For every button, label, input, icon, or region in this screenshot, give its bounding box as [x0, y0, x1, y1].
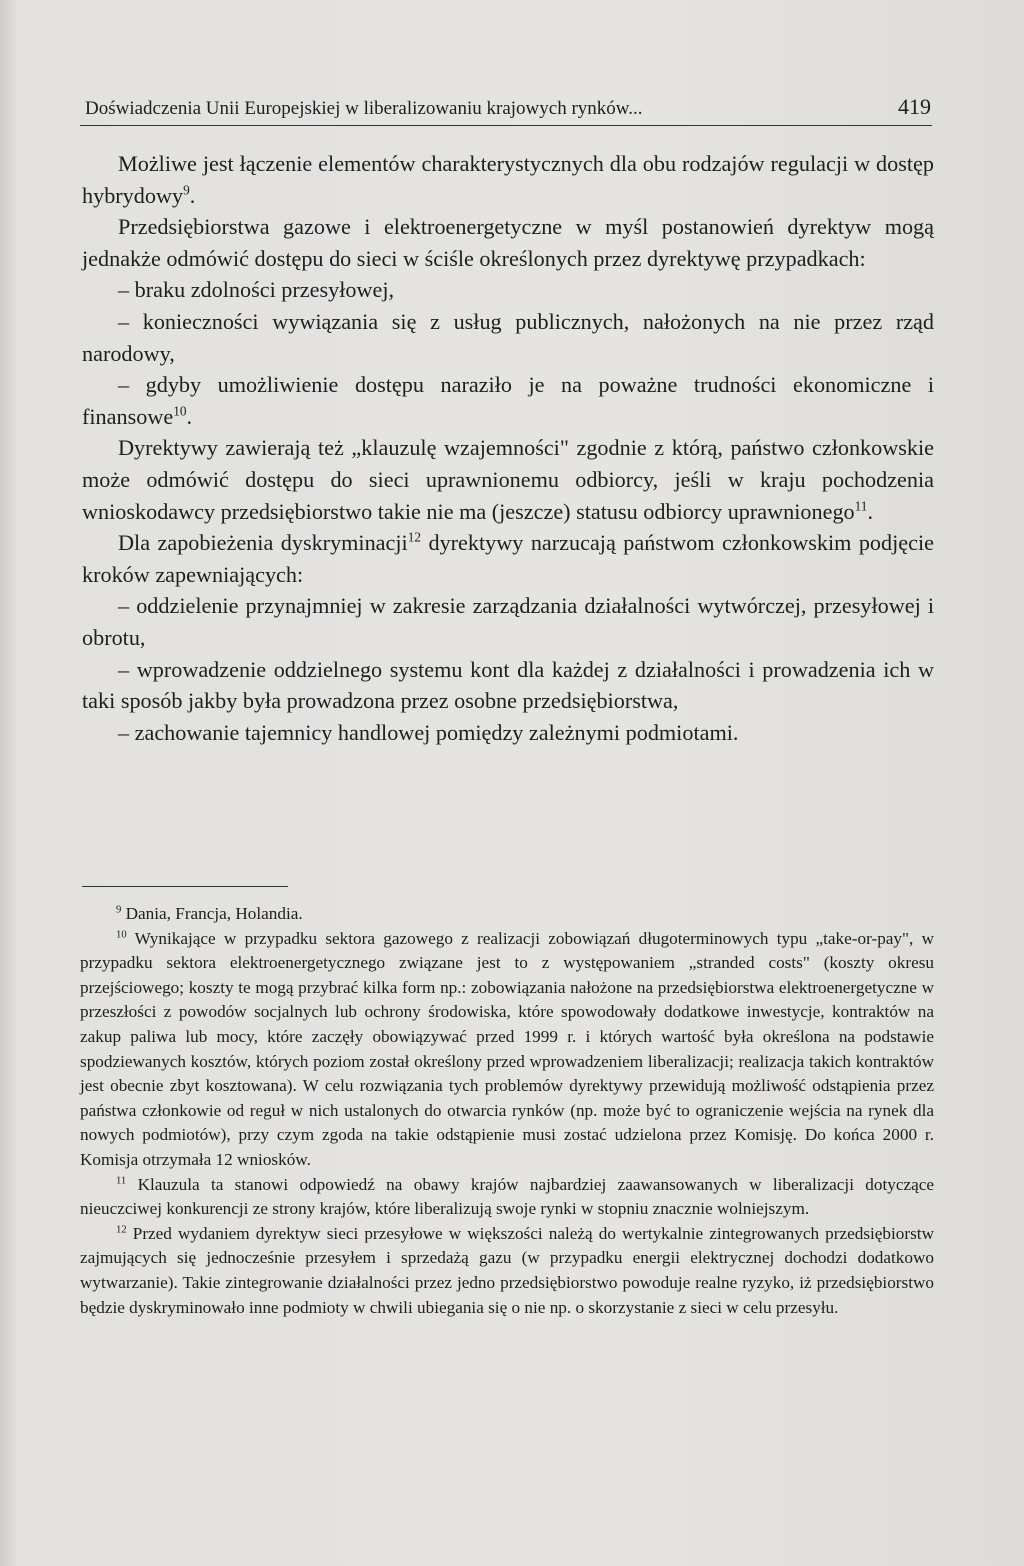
footnote-ref-12[interactable]: 12 — [407, 529, 422, 545]
footnote-number: 10 — [116, 928, 127, 940]
list-item: – wprowadzenie oddzielnego systemu kont dla każdej z działalności i prowadzenia ich w taki sposób jakby była prowadzona przez osobne przedsiębiorstwa, — [82, 656, 934, 714]
footnote-number: 12 — [116, 1223, 127, 1235]
footnote-ref-9[interactable]: 9 — [183, 182, 190, 198]
footnote-ref-11[interactable]: 11 — [854, 498, 868, 514]
footnote-rule — [82, 886, 288, 887]
footnote-number: 9 — [116, 904, 122, 916]
page-number: 419 — [898, 94, 931, 119]
footnote-ref-10[interactable]: 10 — [173, 403, 187, 419]
footnote-number: 11 — [116, 1174, 127, 1186]
list-item: – braku zdolności przesyłowej, — [118, 277, 395, 303]
paragraph-2: Przedsiębiorstwa gazowe i elektroenergetyczne w myśl postanowień dyrektyw mogą jednakże odmówić dostępu do sieci w ściśle określonych przez dyrektywę przypadkach: — [82, 214, 934, 271]
footnotes — [80, 902, 934, 1320]
body-text — [82, 148, 934, 748]
list-item: – oddzielenie przynajmniej w zakresie zarządzania działalności wytwórczej, przesyłowej i obrotu, — [82, 593, 934, 650]
list-item: – konieczności wywiązania się z usług publicznych, nałożonych na nie przez rząd narodowy, — [82, 308, 934, 366]
running-header — [85, 94, 931, 120]
header-rule — [80, 125, 932, 126]
running-title: Doświadczenia Unii Europejskiej w liberalizowaniu krajowych rynków... — [85, 98, 643, 119]
list-item: – gdyby umożliwienie dostępu naraziło je na poważne trudności ekonomiczne i finansowe$^{10}$. — [82, 372, 934, 429]
paragraph-3: Dyrektywy zawierają też „klauzulę wzajemności" zgodnie z którą, państwo członkowskie może odmówić dostępu do sieci uprawnionemu odbiorcy, jeśli w kraju pochodzenia wnioskodawcy przedsiębiorstwo takie nie ma (jeszcze) statusu odbiorcy uprawnionego$^{11}$. — [82, 435, 934, 524]
footnote-10: $^{10}$ Wynikające w przypadku sektora gazowego z realizacji zobowiązań długoterminowych typu „take-or-pay", w przypadku sektora elektroenergetycznego związane jest to z występowaniem „stranded costs" (koszty okresu przejściowego; koszty te mogą przybrać kilka form np.: zobowiązania nałożone na przedsiębiorstwa elektroenergetyczne w przeszłości z powodów socjalnych lub ochrony środowiska, które spowodowały dodatkowe inwestycje, kontraktów na zakup paliwa lub mocy, które zaczęły obowiązywać przed 1999 r. i których wartość była określona na podstawie spodziewanych kosztów, których poziom został określony przed wprowadzeniem liberalizacji; realizacja takich kontraktów jest obecnie zbyt kosztowana). W celu rozwiązania tych problemów dyrektywy przewidują możliwość odstąpienia przez państwa członkowie od reguł w nich ustalonych do otwarcia rynków (np. może być to ograniczenie wejścia na rynek dla nowych podmiotów), przy czym zgoda na takie odstąpienie musi zostać udzielona przez Komisję. Do końca 2000 r. Komisja otrzymała 12 wniosków. — [80, 928, 934, 1169]
footnote-12: $^{12}$ Przed wydaniem dyrektyw sieci przesyłowe w większości należą do wertykalnie zintegrowanych przedsiębiorstw zajmujących się jednocześnie przesyłem i sprzedażą gazu (w przypadku energii elektrycznej dochodzi dodatkowo wytwarzanie). Takie zintegrowanie działalności przez jedno przedsiębiorstwo powoduje realne ryzyko, iż przedsiębiorstwo będzie dyskryminowało inne podmioty w chwili ubiegania się o nie np. o skorzystanie z sieci w celu przesyłu. — [80, 1223, 934, 1317]
paragraph-4: Dla zapobieżenia dyskryminacji$^{12}$ dyrektywy narzucają państwom członkowskim podjęcie kroków zapewniających: — [82, 529, 934, 587]
footnote-11: $^{11}$ Klauzula ta stanowi odpowiedź na obawy krajów najbardziej zaawansowanych w liberalizacji dotyczące nieuczciwej konkurencji ze strony krajów, które liberalizują swoje rynki w stopniu znacznie wolniejszym. — [80, 1174, 935, 1219]
footnote-9: $^9$ Dania, Francja, Holandia. — [116, 904, 303, 923]
paragraph-1: Możliwe jest łączenie elementów charakterystycznych dla obu rodzajów regulacji w dostęp hybrydowy$^9$. — [82, 151, 934, 208]
list-item: – zachowanie tajemnicy handlowej pomiędzy zależnymi podmiotami. — [118, 719, 739, 745]
